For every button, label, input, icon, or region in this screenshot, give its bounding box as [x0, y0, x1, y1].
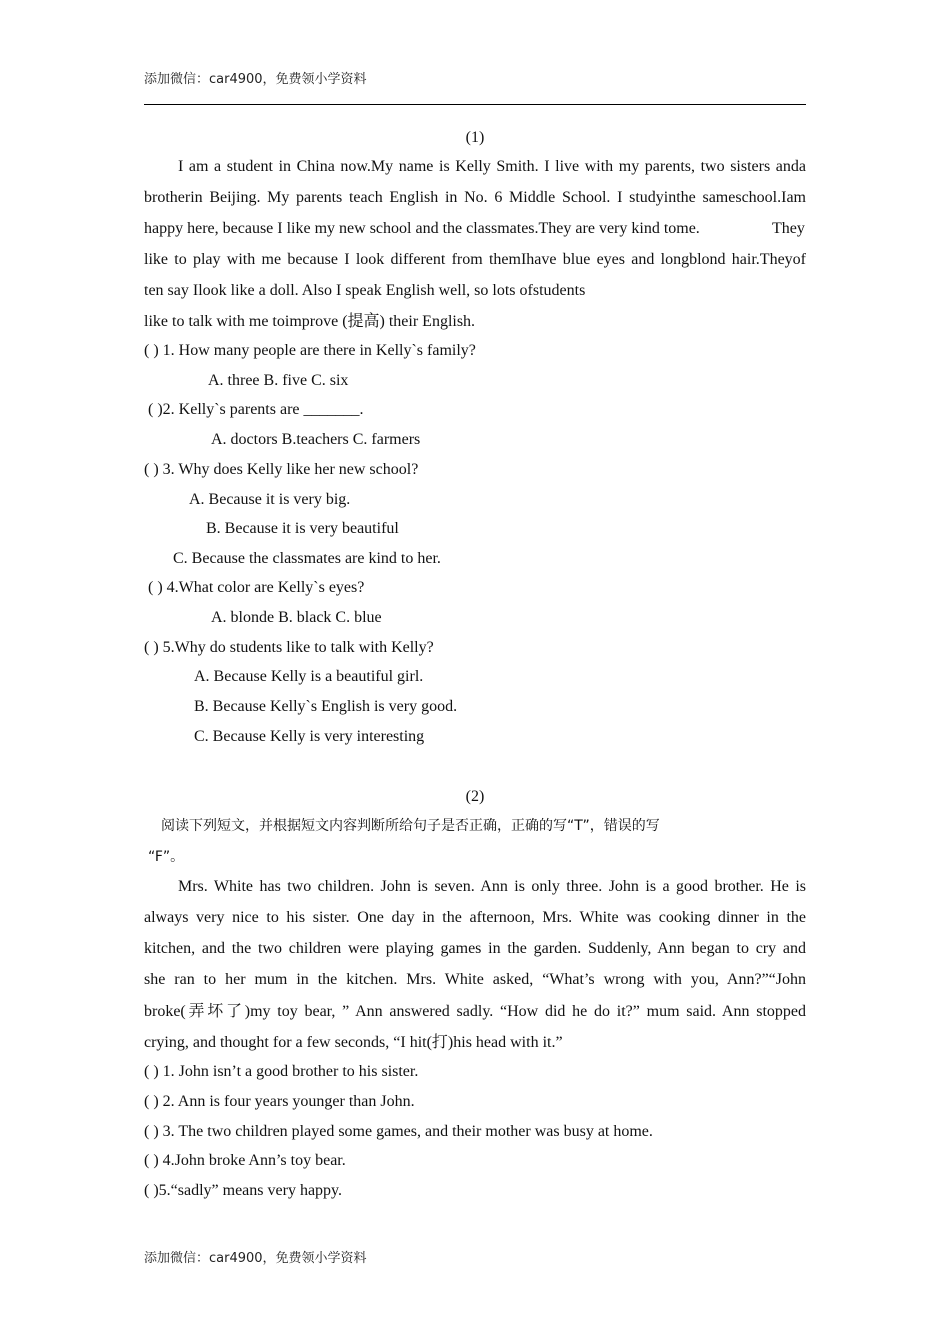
- section1-number: (1): [465, 129, 485, 146]
- passage1-line-6: like to talk with me toimprove (提高) their English.: [144, 313, 476, 330]
- question2-4: ( ) 4.John broke Ann’s toy bear.: [144, 1152, 346, 1169]
- question1-1: ( ) 1. How many people are there in Kelly`s family?: [144, 342, 476, 359]
- passage1-line-3b: They: [772, 220, 805, 237]
- question1-4: ( ) 4.What color are Kelly`s eyes?: [148, 579, 365, 596]
- question1-5: ( ) 5.Why do students like to talk with Kelly?: [144, 639, 434, 656]
- passage1-line-2: brotherin Beijing. My parents teach English in No. 6 Middle School. I studyinthe sameschool.Iam: [144, 189, 806, 206]
- page-header: 添加微信：car4900，免费领小学资料: [144, 72, 367, 87]
- question1-2-options: A. doctors B.teachers C. farmers: [211, 431, 421, 448]
- question1-3: ( ) 3. Why does Kelly like her new school?: [144, 461, 419, 478]
- question1-4-options: A. blonde B. black C. blue: [211, 609, 382, 626]
- question1-3-option-c: C. Because the classmates are kind to her.: [173, 550, 441, 567]
- header-rule: [144, 104, 806, 105]
- passage2-line-4: she ran to her mum in the kitchen. Mrs. White asked, “What’s wrong with you, Ann?”“John: [144, 971, 806, 988]
- section2-number: (2): [465, 788, 485, 805]
- passage2-line-3: kitchen, and the two children were playing games in the garden. Suddenly, Ann began to cry and: [144, 940, 806, 957]
- page-footer: 添加微信：car4900，免费领小学资料: [144, 1251, 367, 1266]
- passage2-line-2: always very nice to his sister. One day in the afternoon, Mrs. White was cooking dinner in the: [144, 909, 806, 926]
- question2-1: ( ) 1. John isn’t a good brother to his sister.: [144, 1063, 419, 1080]
- question1-2: ( )2. Kelly`s parents are _______.: [148, 401, 364, 418]
- passage1-line-4: like to play with me because I look different from themIhave blue eyes and longblond hair.Theyof: [144, 251, 806, 268]
- passage1-line-5: ten say Ilook like a doll. Also I speak English well, so lots ofstudents: [144, 282, 586, 299]
- passage2-line-1: Mrs. White has two children. John is seven. Ann is only three. John is a good brother. He is: [178, 878, 806, 895]
- question1-1-options: A. three B. five C. six: [208, 372, 349, 389]
- question1-5-option-c: C. Because Kelly is very interesting: [194, 728, 425, 745]
- passage2-line-5: broke(弄坏了)my toy bear, ” Ann answered sadly. “How did he do it?” mum said. Ann stopped: [144, 1003, 806, 1020]
- question1-5-option-b: B. Because Kelly`s English is very good.: [194, 698, 458, 715]
- passage1-line-3: happy here, because I like my new school and the classmates.They are very kind tome.: [144, 220, 700, 237]
- passage2-line-6: crying, and thought for a few seconds, “I hit(打)his head with it.”: [144, 1034, 563, 1051]
- passage1-line-1: I am a student in China now.My name is Kelly Smith. I live with my parents, two sisters anda: [178, 158, 806, 175]
- question1-5-option-a: A. Because Kelly is a beautiful girl.: [194, 668, 424, 685]
- question1-3-option-b: B. Because it is very beautiful: [206, 520, 399, 537]
- section2-instruction-line-1: 阅读下列短文，并根据短文内容判断所给句子是否正确，正确的写“T”，错误的写: [161, 818, 660, 834]
- question2-2: ( ) 2. Ann is four years younger than John.: [144, 1093, 415, 1110]
- question1-3-option-a: A. Because it is very big.: [189, 491, 351, 508]
- question2-3: ( ) 3. The two children played some games, and their mother was busy at home.: [144, 1123, 653, 1140]
- question2-5: ( )5.“sadly” means very happy.: [144, 1182, 342, 1199]
- section2-instruction-line-2: “F”。: [148, 849, 185, 865]
